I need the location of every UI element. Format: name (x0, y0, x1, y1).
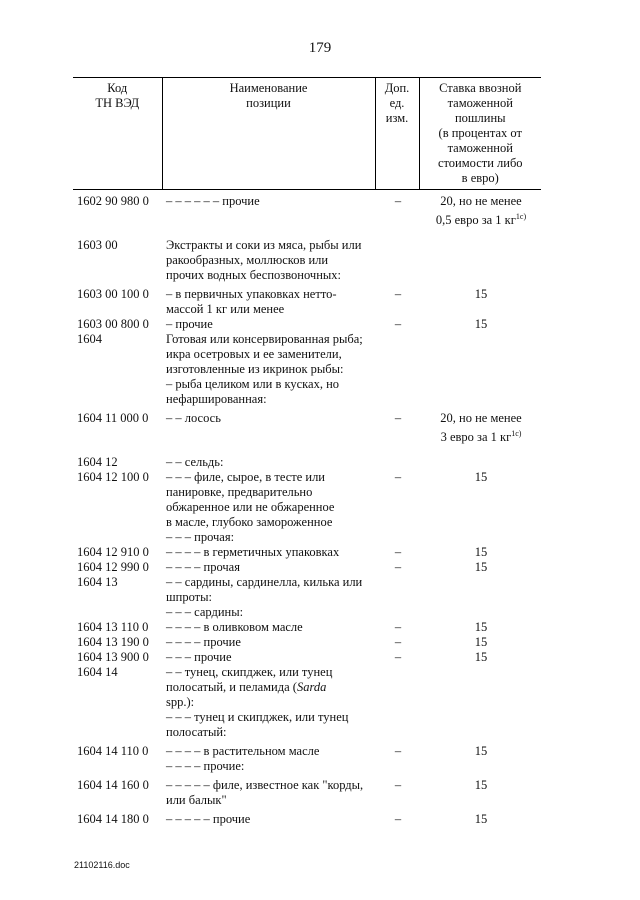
row-unit (375, 665, 419, 740)
row-code: 1604 11 000 0 (77, 411, 149, 426)
row-rate (419, 228, 541, 283)
row-rate (419, 665, 541, 740)
row-unit: – (394, 620, 402, 635)
row-rate (419, 332, 541, 407)
row-code: 1604 13 110 0 (77, 620, 149, 635)
row-unit: – (394, 812, 402, 827)
row-rate-value: 15 (474, 470, 488, 485)
row-name-part: – – тунец, скипджек, или тунец полосатый, и пеламида ( (166, 665, 333, 695)
row-rate-value: 15 (474, 620, 488, 635)
row-unit: – (394, 317, 402, 332)
table-row (73, 635, 541, 650)
row-rate (419, 560, 541, 575)
footer-file-name: 21102116.doc (74, 860, 130, 870)
row-rate-value: 15 (474, 812, 488, 827)
row-code: 1604 12 910 0 (77, 545, 149, 560)
row-name-part: spp.): – – – тунец и скипджек, или тунец полосатый: (166, 695, 349, 740)
row-code: 1604 14 (77, 665, 118, 680)
table-row (73, 332, 541, 407)
row-name: – – – – в герметичных упаковках (166, 545, 340, 560)
row-name: – – – прочие (166, 650, 232, 665)
row-code: 1604 13 190 0 (77, 635, 149, 650)
row-unit: – (394, 778, 402, 793)
row-unit: – (394, 650, 402, 665)
row-name: – – сардины, сардинелла, килька или шпроты: – – – сардины: (166, 575, 363, 620)
row-name: Экстракты и соки из мяса, рыбы или ракообразных, моллюсков или прочих водных беспозвоночных: (166, 238, 362, 283)
row-name: – – – – в растительном масле – – – – прочие: (166, 744, 320, 774)
row-rate (419, 635, 541, 650)
row-unit (375, 228, 419, 283)
page-number: 179 (308, 40, 332, 56)
table-row (73, 283, 541, 317)
row-rate (419, 407, 541, 445)
row-name: – – – – прочие (166, 635, 241, 650)
row-rate (419, 774, 541, 808)
tariff-table (73, 77, 541, 827)
row-rate (419, 445, 541, 470)
row-name-italic: Sarda (296, 680, 327, 695)
row-rate-value: 15 (474, 287, 488, 302)
row-unit: – (394, 545, 402, 560)
row-unit: – (394, 744, 402, 759)
row-code: 1604 12 (77, 455, 118, 470)
header-name: Наименование позиции (162, 78, 375, 190)
row-code: 1604 14 110 0 (77, 744, 149, 759)
row-unit: – (394, 635, 402, 650)
row-name: – – – – – филе, известное как "корды, или балык" (166, 778, 364, 808)
row-rate-value: 15 (474, 317, 488, 332)
row-rate-value: 15 (474, 560, 488, 575)
row-code: 1604 (77, 332, 102, 347)
header-code: Код ТН ВЭД (73, 78, 162, 190)
row-rate (419, 650, 541, 665)
table-row (73, 190, 541, 229)
table-row (73, 545, 541, 560)
table-row (73, 560, 541, 575)
row-code: 1604 13 900 0 (77, 650, 149, 665)
row-rate (419, 740, 541, 774)
row-name: – – – – – – прочие (166, 194, 260, 208)
row-rate (419, 575, 541, 620)
row-rate (419, 283, 541, 317)
row-rate (419, 317, 541, 332)
table-row (73, 470, 541, 545)
row-unit: – (394, 194, 402, 208)
table-row (73, 228, 541, 283)
row-name: – в первичных упаковках нетто- массой 1 кг или менее (166, 287, 337, 317)
row-name: – – – – прочая (166, 560, 240, 575)
row-code: 1604 12 990 0 (77, 560, 149, 575)
row-rate (419, 808, 541, 827)
row-name: – – сельдь: (166, 455, 224, 470)
row-code: 1602 90 980 0 (77, 194, 149, 208)
table-row (73, 620, 541, 635)
row-code: 1604 14 180 0 (77, 812, 149, 827)
table-row (73, 407, 541, 445)
row-unit (375, 575, 419, 620)
row-rate-value: 20, но не менее 0,5 евро за 1 кг (435, 194, 522, 228)
row-name: Готовая или консервированная рыба; икра осетровых и ее заменители, изготовленные из икринок рыбы: – рыба целиком или в кусках, но нефаршированная: (166, 332, 363, 407)
row-unit: – (394, 411, 402, 426)
row-rate-value: 20, но не менее 3 евро за 1 кг (440, 411, 522, 445)
row-code: 1603 00 800 0 (77, 317, 149, 332)
row-unit: – (394, 470, 402, 485)
table-row (73, 665, 541, 740)
row-name: – – лосось (166, 411, 221, 426)
row-unit: – (394, 287, 402, 302)
row-unit: – (394, 560, 402, 575)
table-row (73, 650, 541, 665)
rate-footnote-marker: 1с) (515, 212, 527, 221)
row-rate-value: 15 (474, 635, 488, 650)
table-row (73, 740, 541, 774)
header-unit: Доп. ед. изм. (375, 78, 419, 190)
row-unit (375, 332, 419, 407)
table-header-row (73, 78, 541, 190)
row-name: – прочие (166, 317, 213, 332)
row-code: 1604 12 100 0 (77, 470, 149, 485)
row-name: – – – – – прочие (166, 812, 251, 827)
row-rate (419, 620, 541, 635)
row-name: – – – филе, сырое, в тесте или панировке, предварительно обжаренное или не обжаренное в масле, глубоко замороженное – – – прочая: (166, 470, 335, 545)
row-rate (419, 470, 541, 545)
table-row (73, 774, 541, 808)
row-rate-value: 15 (474, 650, 488, 665)
table-row (73, 317, 541, 332)
row-unit (375, 445, 419, 470)
header-rate: Ставка ввозной таможенной пошлины (в процентах от таможенной стоимости либо в евро) (419, 78, 541, 190)
row-code: 1603 00 100 0 (77, 287, 149, 302)
row-rate (419, 545, 541, 560)
row-rate-value: 15 (474, 545, 488, 560)
row-code: 1604 13 (77, 575, 118, 590)
row-code: 1604 14 160 0 (77, 778, 149, 793)
row-rate (419, 190, 541, 229)
row-name (162, 665, 375, 740)
row-name: – – – – в оливковом масле (166, 620, 303, 635)
row-rate-value: 15 (474, 744, 488, 759)
row-rate-value: 15 (474, 778, 488, 793)
table-row (73, 808, 541, 827)
table-row (73, 445, 541, 470)
row-code: 1603 00 (77, 238, 118, 253)
table-row (73, 575, 541, 620)
rate-footnote-marker: 1с) (511, 429, 522, 439)
